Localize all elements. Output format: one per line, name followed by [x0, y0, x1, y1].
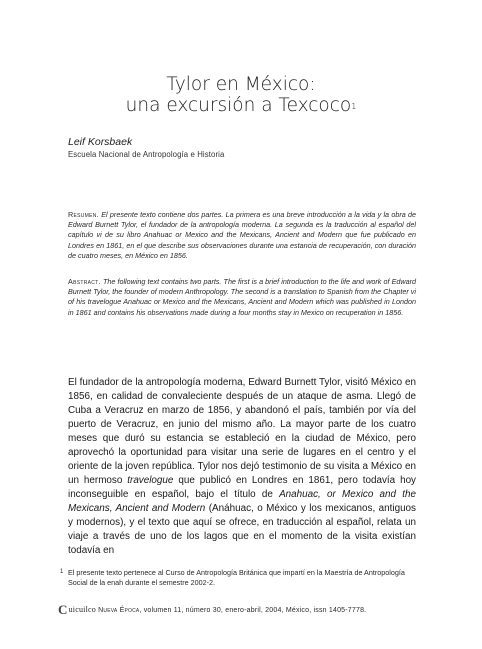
abstract-spanish-label: Resumen. — [68, 210, 99, 219]
footnote-text: El presente texto pertenece al Curso de Antropología Británica que impartí en la Maestría de Antropología Social de la enah durante el semestre 2002-2. — [68, 568, 405, 587]
title-line-2-text: una excursión a Texcoco — [125, 95, 352, 116]
body-text-part-2: que publicó en Londres en 1861, pero todavía hoy inconseguible en español, bajo el título de — [68, 475, 416, 500]
body-text-part-3: (Anáhuac, o México y los mexicanos, antiguos y modernos), y el texto que aquí se ofrece, en traducción al español, relata un viaje a través de uno de los lagos que en el momento de la visita existían todavía en — [68, 503, 416, 556]
author-affiliation: Escuela Nacional de Antropología e Historia — [68, 150, 225, 159]
journal-footer — [58, 602, 438, 618]
body-text-part-1: El fundador de la antropología moderna, Edward Burnett Tylor, visitó México en 1856, en calidad de convaleciente después de un ataque de asma. Llegó de Cuba a Veracruz en marzo de 1856, y abandonó el país, también por vía del puerto de Veracruz, en junio del mismo año. La mayor parte de los cuatro meses que duró su estancia se estableció en la ciudad de México, pero aprovechó la oportunidad para visitar una serie de lugares en el centro y el oriente de la joven república. Tylor nos dejó testimonio de su visita a México en un hermoso — [68, 377, 416, 486]
title-line-1: Tylor en México: — [166, 74, 316, 95]
body-text-book-title: Anahuac, or Mexico and the Mexicans, Ancient and Modern — [68, 489, 416, 514]
abstract-english-text: The following text contains two parts. The first is a brief introduction to the life and work of Edward Burnett Tylor, the founder of modern Anthropology. The second is a translation to Spanish from the Chapter vi of his travelogue Anahuac or Mexico and the Mexicans, Ancient and Modern which was published in London in 1861 and contains his observations made during a four months stay in Mexico on recuperation in 1856. — [68, 277, 416, 317]
title-footnote-ref[interactable]: 1 — [351, 102, 357, 111]
journal-logo-word: uicuilco — [68, 605, 96, 614]
journal-series: Nueva Época — [98, 607, 140, 614]
abstract-spanish-text: El presente texto contiene dos partes. La primera es una breve introducción a la vida y la obra de Edward Burnett Tylor, el fundador de la antropología moderna. La segunda es la traducción al español del capítulo vi de su libro Anahuac or Mexico and the Mexicans, Ancient and Modern que fue publicado en Londres en 1861, en el que describe sus observaciones durante una estancia de recuperación, con duración de cuatro meses, en México en 1856. — [68, 210, 416, 260]
body-text-travelogue: travelogue — [127, 475, 174, 486]
journal-logo-initial: C — [58, 602, 68, 617]
author-name: Leif Korsbaek — [68, 136, 133, 148]
footnote-mark: 1 — [60, 569, 64, 575]
journal-citation: , volumen 11, número 30, enero-abril, 2004, México, issn 1405-7778. — [139, 607, 367, 614]
title-line-2 — [60, 95, 422, 116]
body-paragraph — [68, 376, 416, 558]
article-title — [60, 74, 422, 116]
abstract-spanish — [68, 210, 416, 261]
abstract-english-label: Abstract. — [68, 277, 101, 286]
footnote — [60, 568, 416, 588]
abstract-english — [68, 277, 416, 318]
